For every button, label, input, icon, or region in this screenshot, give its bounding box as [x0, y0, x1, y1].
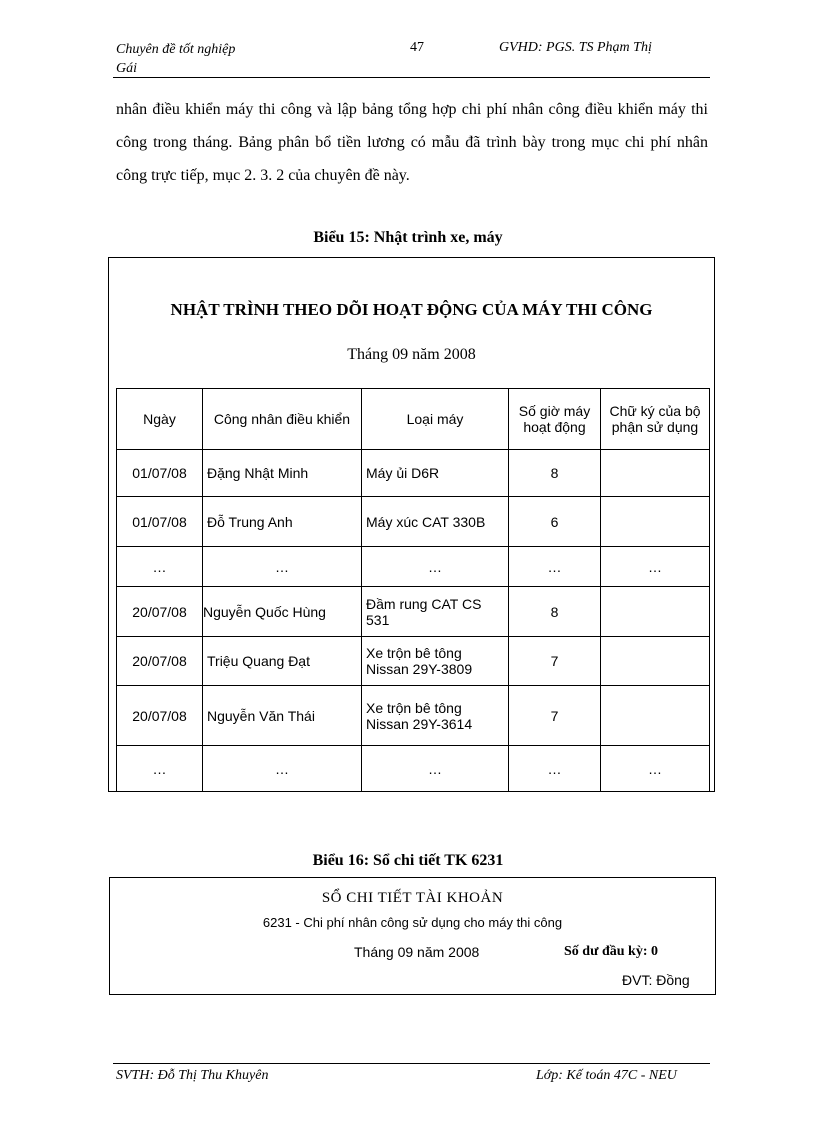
cell-hours: 7	[509, 686, 601, 746]
cell-worker: Nguyễn Văn Thái	[203, 686, 362, 746]
header-left	[116, 40, 286, 78]
cell-machine: Máy ủi D6R	[362, 450, 509, 497]
cell-hours: …	[509, 746, 601, 792]
cell-date: 01/07/08	[117, 450, 203, 497]
page-number: 47	[410, 40, 424, 55]
cell-worker: Triệu Quang Đạt	[203, 637, 362, 686]
cell-machine: Xe trộn bê tông Nissan 29Y-3614	[362, 686, 509, 746]
cell-hours: 8	[509, 587, 601, 637]
header-left-line1: Chuyên đề tốt nghiệp	[116, 42, 236, 57]
col-header-signature: Chữ ký của bộ phận sử dụng	[601, 389, 710, 450]
cell-machine: Máy xúc CAT 330B	[362, 497, 509, 547]
col-header-machine: Loại máy	[362, 389, 509, 450]
cell-date: 01/07/08	[117, 497, 203, 547]
cell-hours: 8	[509, 450, 601, 497]
caption-form15: Biểu 15: Nhật trình xe, máy	[313, 229, 503, 246]
cell-hours: 7	[509, 637, 601, 686]
form15-subtitle: Tháng 09 năm 2008	[347, 346, 476, 363]
footer-class: Lớp: Kế toán 47C - NEU	[536, 1068, 677, 1083]
body-paragraph	[116, 93, 708, 192]
form16-box	[109, 877, 716, 995]
cell-date: 20/07/08	[117, 686, 203, 746]
table-row	[117, 686, 710, 746]
cell-machine: …	[362, 547, 509, 587]
footer-rule	[113, 1063, 710, 1064]
machine-log-table	[116, 388, 710, 792]
cell-worker: Nguyễn Quốc Hùng	[203, 587, 362, 637]
cell-machine: Xe trộn bê tông Nissan 29Y-3809	[362, 637, 509, 686]
col-header-hours: Số giờ máy hoạt động	[509, 389, 601, 450]
cell-date: …	[117, 746, 203, 792]
paragraph-text: nhân điều khiển máy thi công và lập bảng tổng hợp chi phí nhân công điều khiển máy thi công trong tháng. Bảng phân bổ tiền lương có mẫu đã trình bày trong mục chi phí nhân công trực tiếp, mục 2. 3. 2 của chuyên đề này.	[116, 101, 708, 184]
form16-title: SỔ CHI TIẾT TÀI KHOẢN	[321, 890, 504, 906]
cell-worker: Đỗ Trung Anh	[203, 497, 362, 547]
cell-worker: Đặng Nhật Minh	[203, 450, 362, 497]
table-row	[117, 587, 710, 637]
cell-signature	[601, 637, 710, 686]
cell-signature	[601, 686, 710, 746]
cell-machine: Đầm rung CAT CS 531	[362, 587, 509, 637]
table-row-ellipsis	[117, 746, 710, 792]
cell-worker: …	[203, 547, 362, 587]
cell-hours: …	[509, 547, 601, 587]
footer-student: SVTH: Đỗ Thị Thu Khuyên	[116, 1068, 269, 1083]
cell-signature: …	[601, 547, 710, 587]
table-row	[117, 450, 710, 497]
cell-date: 20/07/08	[117, 587, 203, 637]
cell-date: 20/07/08	[117, 637, 203, 686]
header-right: GVHD: PGS. TS Phạm Thị	[499, 40, 652, 55]
cell-date: …	[117, 547, 203, 587]
form16-unit: ĐVT: Đồng	[622, 972, 690, 988]
cell-machine: …	[362, 746, 509, 792]
col-header-worker: Công nhân điều khiển	[203, 389, 362, 450]
cell-signature	[601, 450, 710, 497]
header-left-line2: Gái	[116, 61, 137, 76]
header-rule	[113, 77, 710, 78]
table-row	[117, 497, 710, 547]
cell-worker: …	[203, 746, 362, 792]
form16-subtitle: 6231 - Chi phí nhân công sử dụng cho máy thi công	[262, 915, 563, 930]
cell-signature	[601, 587, 710, 637]
cell-signature	[601, 497, 710, 547]
form16-opening-balance: Số dư đầu kỳ: 0	[564, 944, 658, 959]
form16-month: Tháng 09 năm 2008	[354, 944, 480, 960]
caption-form16: Biểu 16: Sổ chi tiết TK 6231	[312, 852, 504, 869]
table-row-ellipsis	[117, 547, 710, 587]
cell-hours: 6	[509, 497, 601, 547]
table-row	[117, 637, 710, 686]
form15-title: NHẬT TRÌNH THEO DÕI HOẠT ĐỘNG CỦA MÁY THI CÔNG	[170, 300, 653, 319]
table-header-row	[117, 389, 710, 450]
col-header-date: Ngày	[117, 389, 203, 450]
cell-signature: …	[601, 746, 710, 792]
